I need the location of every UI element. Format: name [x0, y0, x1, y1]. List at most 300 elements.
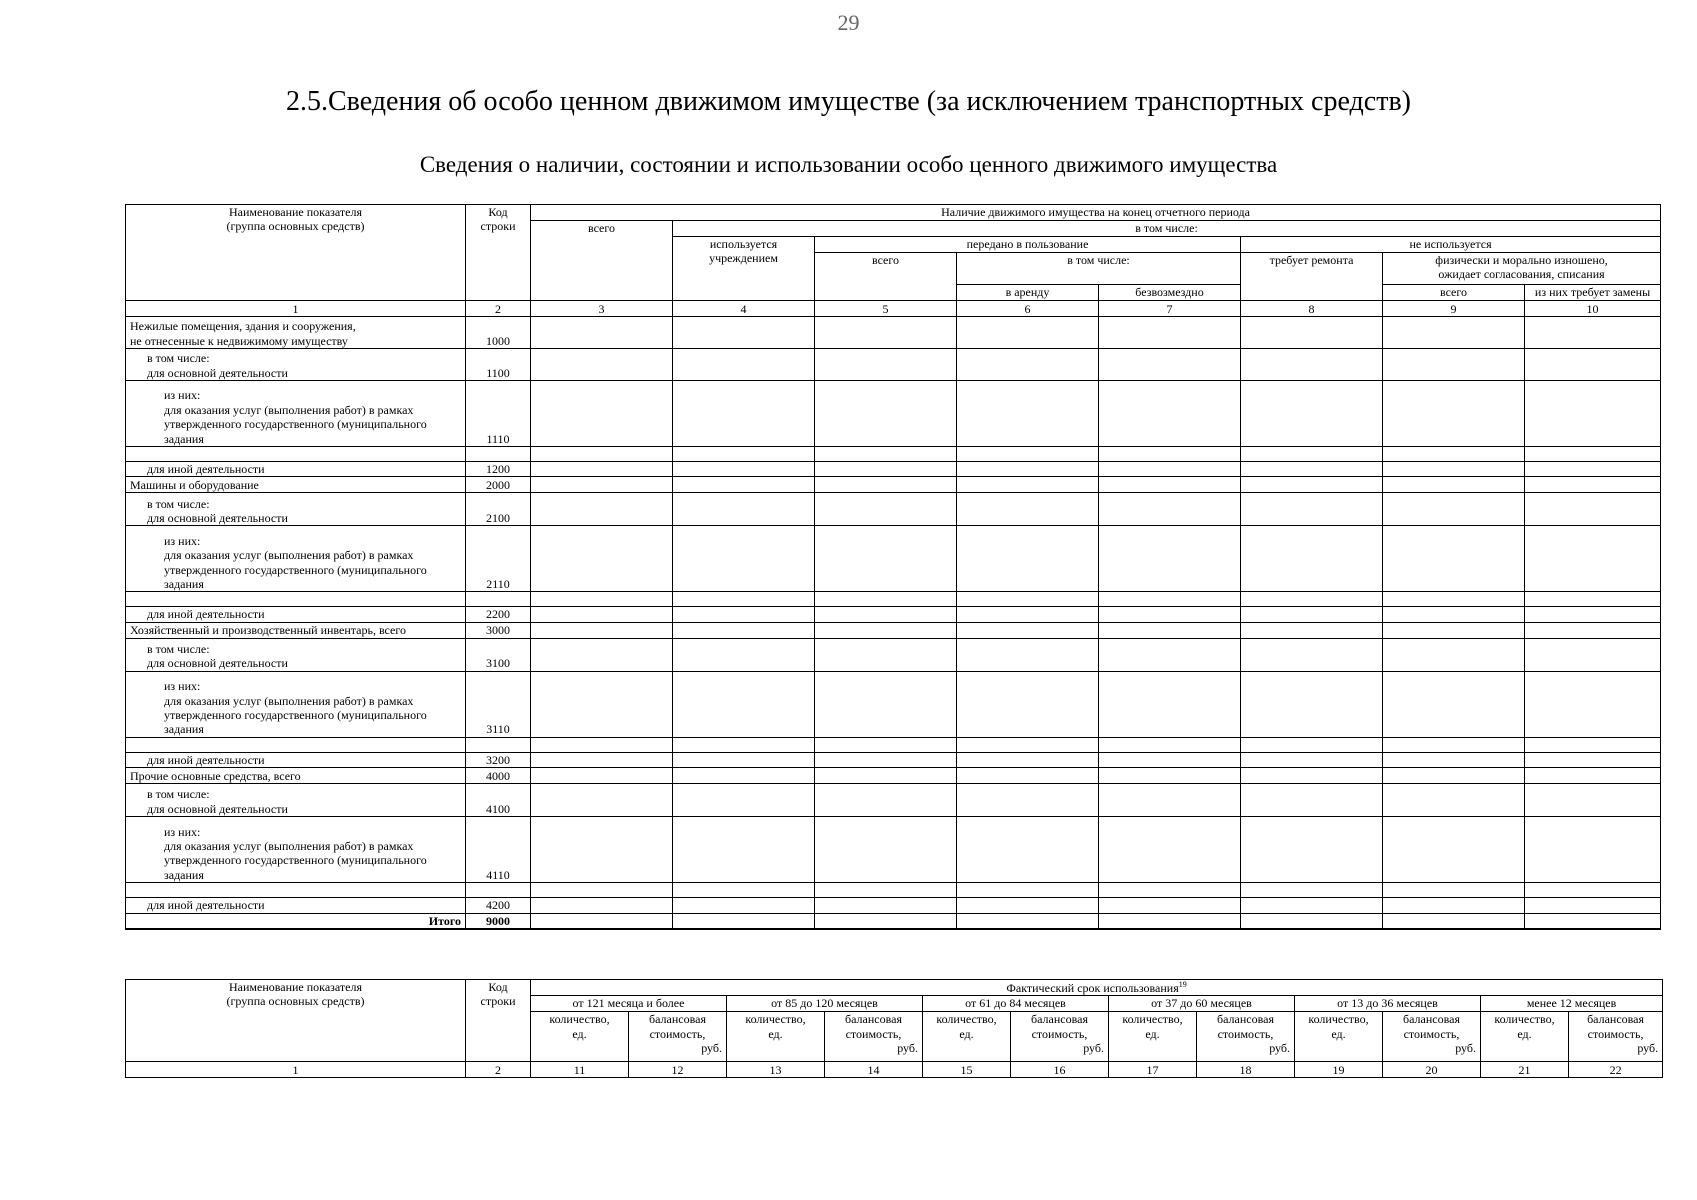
header-code: Код строки: [466, 205, 531, 301]
value-cell: [673, 913, 815, 929]
table-row: [126, 447, 1661, 462]
value-cell: [1241, 817, 1383, 883]
value-cell: [1383, 462, 1525, 477]
value-cell: [1099, 883, 1241, 898]
header-worn-out: физически и морально изношено, ожидает согласования, списания: [1383, 253, 1661, 285]
period-header: от 61 до 84 месяцев: [923, 996, 1109, 1012]
column-number: 11: [531, 1062, 629, 1078]
property-availability-table: [125, 204, 1661, 930]
row-code: 2000: [466, 477, 531, 493]
table-row: [126, 526, 1661, 592]
value-cell: [1241, 317, 1383, 349]
value-cell: [531, 638, 673, 671]
page-title: 2.5.Сведения об особо ценном движимом имуществе (за исключением транспортных средств): [285, 86, 1411, 117]
balance-value-header: балансовая стоимость, руб.: [629, 1012, 727, 1062]
column-number: 12: [629, 1062, 727, 1078]
table-row: [126, 592, 1661, 607]
header-total: всего: [531, 221, 673, 301]
row-code: [466, 592, 531, 607]
row-code: 4110: [466, 817, 531, 883]
row-label: Итого: [126, 913, 466, 929]
value-cell: [1099, 737, 1241, 752]
value-cell: [673, 526, 815, 592]
row-code: [466, 447, 531, 462]
value-cell: [1525, 447, 1661, 462]
row-code: 3110: [466, 671, 531, 737]
value-cell: [1099, 526, 1241, 592]
quantity-header: количество, ед.: [531, 1012, 629, 1062]
column-number: 9: [1383, 301, 1525, 317]
value-cell: [673, 737, 815, 752]
row-code: [466, 737, 531, 752]
value-cell: [815, 447, 957, 462]
value-cell: [1525, 784, 1661, 817]
column-number: 10: [1525, 301, 1661, 317]
row-label: [126, 883, 466, 898]
value-cell: [1241, 752, 1383, 767]
quantity-header: количество, ед.: [1481, 1012, 1569, 1062]
value-cell: [1525, 349, 1661, 381]
period-header: от 37 до 60 месяцев: [1109, 996, 1295, 1012]
row-label: в том числе: для основной деятельности: [126, 349, 466, 381]
row-code: 2100: [466, 493, 531, 526]
row-label: [126, 592, 466, 607]
column-number: 16: [1011, 1062, 1109, 1078]
value-cell: [1241, 493, 1383, 526]
value-cell: [1525, 817, 1661, 883]
value-cell: [673, 784, 815, 817]
row-label: Хозяйственный и производственный инвентарь, всего: [126, 622, 466, 638]
value-cell: [815, 898, 957, 913]
row-label: в том числе: для основной деятельности: [126, 493, 466, 526]
value-cell: [1241, 607, 1383, 622]
value-cell: [957, 737, 1099, 752]
balance-value-header: балансовая стоимость, руб.: [825, 1012, 923, 1062]
value-cell: [1241, 638, 1383, 671]
table-row: [126, 913, 1661, 929]
column-number: 17: [1109, 1062, 1197, 1078]
value-cell: [531, 883, 673, 898]
value-cell: [957, 349, 1099, 381]
value-cell: [957, 898, 1099, 913]
value-cell: [957, 913, 1099, 929]
value-cell: [1099, 768, 1241, 784]
period-header: от 13 до 36 месяцев: [1295, 996, 1481, 1012]
table-body: [126, 317, 1661, 930]
value-cell: [1099, 381, 1241, 447]
value-cell: [673, 447, 815, 462]
value-cell: [673, 898, 815, 913]
value-cell: [531, 349, 673, 381]
value-cell: [531, 477, 673, 493]
value-cell: [673, 349, 815, 381]
value-cell: [957, 752, 1099, 767]
value-cell: [1525, 638, 1661, 671]
value-cell: [1241, 477, 1383, 493]
value-cell: [815, 913, 957, 929]
value-cell: [815, 622, 957, 638]
row-code: 1000: [466, 317, 531, 349]
value-cell: [531, 447, 673, 462]
value-cell: [1383, 752, 1525, 767]
row-label: Нежилые помещения, здания и сооружения, не отнесенные к недвижимому имуществу: [126, 317, 466, 349]
header-not-used: не используется: [1241, 237, 1661, 253]
header-including: в том числе:: [673, 221, 1661, 237]
table-row: [126, 349, 1661, 381]
value-cell: [1241, 671, 1383, 737]
value-cell: [531, 671, 673, 737]
header-name: Наименование показателя (группа основных средств): [126, 205, 466, 301]
value-cell: [673, 607, 815, 622]
period-header: менее 12 месяцев: [1481, 996, 1663, 1012]
value-cell: [1241, 898, 1383, 913]
column-number: 19: [1295, 1062, 1383, 1078]
value-cell: [957, 526, 1099, 592]
value-cell: [1383, 592, 1525, 607]
column-number: 20: [1383, 1062, 1481, 1078]
value-cell: [815, 768, 957, 784]
row-label: из них: для оказания услуг (выполнения работ) в рамках утвержденного государственного (муниципального задания: [126, 526, 466, 592]
value-cell: [1383, 349, 1525, 381]
value-cell: [957, 638, 1099, 671]
value-cell: [1241, 462, 1383, 477]
value-cell: [1099, 317, 1241, 349]
value-cell: [1099, 913, 1241, 929]
value-cell: [1099, 349, 1241, 381]
column-number: 6: [957, 301, 1099, 317]
row-code: 4200: [466, 898, 531, 913]
column-number: 8: [1241, 301, 1383, 317]
row-label: Машины и оборудование: [126, 477, 466, 493]
column-number: 1: [126, 301, 466, 317]
value-cell: [531, 622, 673, 638]
value-cell: [1383, 768, 1525, 784]
row-label: [126, 737, 466, 752]
value-cell: [1383, 913, 1525, 929]
column-number: 13: [727, 1062, 825, 1078]
value-cell: [1525, 883, 1661, 898]
value-cell: [1099, 607, 1241, 622]
table-row: [126, 784, 1661, 817]
row-label: из них: для оказания услуг (выполнения работ) в рамках утвержденного государственного (муниципального задания: [126, 817, 466, 883]
value-cell: [1525, 768, 1661, 784]
header-needs-repair: требует ремонта: [1241, 253, 1383, 301]
value-cell: [1525, 737, 1661, 752]
value-cell: [531, 607, 673, 622]
value-cell: [1099, 493, 1241, 526]
value-cell: [1241, 622, 1383, 638]
row-code: 1200: [466, 462, 531, 477]
table-row: [126, 671, 1661, 737]
table-row: [126, 381, 1661, 447]
value-cell: [1241, 447, 1383, 462]
row-code: 3000: [466, 622, 531, 638]
value-cell: [815, 317, 957, 349]
value-cell: [1383, 607, 1525, 622]
table-row: [126, 638, 1661, 671]
value-cell: [1099, 784, 1241, 817]
value-cell: [531, 752, 673, 767]
table-row: [126, 883, 1661, 898]
value-cell: [1099, 638, 1241, 671]
value-cell: [1525, 752, 1661, 767]
value-cell: [957, 784, 1099, 817]
value-cell: [531, 317, 673, 349]
value-cell: [531, 768, 673, 784]
header-worn-total: всего: [1383, 285, 1525, 301]
value-cell: [1383, 898, 1525, 913]
value-cell: [1383, 622, 1525, 638]
row-label: [126, 447, 466, 462]
value-cell: [1241, 592, 1383, 607]
value-cell: [1383, 317, 1525, 349]
row-code: 2110: [466, 526, 531, 592]
column-number: 15: [923, 1062, 1011, 1078]
table-row: [126, 493, 1661, 526]
value-cell: [673, 493, 815, 526]
row-code: 9000: [466, 913, 531, 929]
row-label: для иной деятельности: [126, 752, 466, 767]
value-cell: [531, 462, 673, 477]
value-cell: [1241, 526, 1383, 592]
header-transferred: передано в пользование: [815, 237, 1241, 253]
value-cell: [531, 592, 673, 607]
value-cell: [815, 477, 957, 493]
value-cell: [673, 768, 815, 784]
table-row: [126, 607, 1661, 622]
value-cell: [815, 883, 957, 898]
column-number: 21: [1481, 1062, 1569, 1078]
page-number: 29: [837, 10, 860, 35]
value-cell: [531, 817, 673, 883]
value-cell: [1099, 898, 1241, 913]
value-cell: [957, 477, 1099, 493]
row-code: 3100: [466, 638, 531, 671]
value-cell: [673, 317, 815, 349]
column-number: 14: [825, 1062, 923, 1078]
value-cell: [815, 526, 957, 592]
row-label: для иной деятельности: [126, 607, 466, 622]
header-transferred-including: в том числе:: [957, 253, 1241, 285]
row-label: из них: для оказания услуг (выполнения работ) в рамках утвержденного государственного (муниципального задания: [126, 381, 466, 447]
value-cell: [957, 768, 1099, 784]
balance-value-header: балансовая стоимость, руб.: [1197, 1012, 1295, 1062]
value-cell: [673, 752, 815, 767]
value-cell: [673, 462, 815, 477]
value-cell: [1525, 381, 1661, 447]
value-cell: [673, 883, 815, 898]
value-cell: [1525, 526, 1661, 592]
value-cell: [1383, 883, 1525, 898]
row-code: 3200: [466, 752, 531, 767]
value-cell: [1525, 913, 1661, 929]
t2-header-code: Код строки: [466, 980, 531, 1062]
value-cell: [1241, 768, 1383, 784]
period-header: от 85 до 120 месяцев: [727, 996, 923, 1012]
table-row: [126, 898, 1661, 913]
row-label: Прочие основные средства, всего: [126, 768, 466, 784]
value-cell: [1383, 737, 1525, 752]
quantity-header: количество, ед.: [1295, 1012, 1383, 1062]
header-availability: Наличие движимого имущества на конец отчетного периода: [531, 205, 1661, 221]
value-cell: [815, 671, 957, 737]
value-cell: [957, 622, 1099, 638]
value-cell: [673, 477, 815, 493]
value-cell: [1525, 493, 1661, 526]
value-cell: [1525, 317, 1661, 349]
quantity-header: количество, ед.: [727, 1012, 825, 1062]
value-cell: [531, 737, 673, 752]
page-subtitle: Сведения о наличии, состоянии и использовании особо ценного движимого имущества: [419, 152, 1278, 177]
row-code: 4100: [466, 784, 531, 817]
value-cell: [1241, 381, 1383, 447]
row-label: из них: для оказания услуг (выполнения работ) в рамках утвержденного государственного (муниципального задания: [126, 671, 466, 737]
quantity-header: количество, ед.: [923, 1012, 1011, 1062]
value-cell: [1383, 638, 1525, 671]
value-cell: [673, 671, 815, 737]
column-number: 2: [466, 301, 531, 317]
table-row: [126, 622, 1661, 638]
column-number: 1: [126, 1062, 466, 1078]
value-cell: [1241, 883, 1383, 898]
value-cell: [815, 381, 957, 447]
column-number: 5: [815, 301, 957, 317]
value-cell: [1383, 817, 1525, 883]
row-label: для иной деятельности: [126, 462, 466, 477]
row-code: 2200: [466, 607, 531, 622]
value-cell: [815, 638, 957, 671]
column-number-row: [126, 301, 1661, 317]
table-row: [126, 768, 1661, 784]
column-number: 22: [1569, 1062, 1663, 1078]
value-cell: [1099, 592, 1241, 607]
value-cell: [1383, 671, 1525, 737]
value-cell: [1383, 381, 1525, 447]
table-row: [126, 317, 1661, 349]
value-cell: [957, 607, 1099, 622]
header-rent: в аренду: [957, 285, 1099, 301]
value-cell: [1241, 913, 1383, 929]
column-number: 18: [1197, 1062, 1295, 1078]
balance-value-header: балансовая стоимость, руб.: [1383, 1012, 1481, 1062]
table-row: [126, 462, 1661, 477]
value-cell: [815, 784, 957, 817]
header-worn-replace: из них требует замены: [1525, 285, 1661, 301]
row-label: для иной деятельности: [126, 898, 466, 913]
value-cell: [1383, 493, 1525, 526]
value-cell: [815, 737, 957, 752]
value-cell: [1099, 671, 1241, 737]
period-header: от 121 месяца и более: [531, 996, 727, 1012]
value-cell: [957, 493, 1099, 526]
column-number: 7: [1099, 301, 1241, 317]
value-cell: [531, 381, 673, 447]
value-cell: [957, 592, 1099, 607]
balance-value-header: балансовая стоимость, руб.: [1569, 1012, 1663, 1062]
value-cell: [1525, 607, 1661, 622]
value-cell: [815, 462, 957, 477]
row-code: 4000: [466, 768, 531, 784]
value-cell: [957, 381, 1099, 447]
value-cell: [673, 638, 815, 671]
value-cell: [815, 493, 957, 526]
value-cell: [1525, 622, 1661, 638]
header-transferred-total: всего: [815, 253, 957, 301]
value-cell: [1383, 447, 1525, 462]
quantity-header: количество, ед.: [1109, 1012, 1197, 1062]
value-cell: [1241, 349, 1383, 381]
column-number: 4: [673, 301, 815, 317]
column-number: 3: [531, 301, 673, 317]
value-cell: [1383, 477, 1525, 493]
value-cell: [815, 349, 957, 381]
table-row: [126, 817, 1661, 883]
column-number: 2: [466, 1062, 531, 1078]
value-cell: [815, 607, 957, 622]
row-code: [466, 883, 531, 898]
value-cell: [957, 447, 1099, 462]
value-cell: [957, 883, 1099, 898]
value-cell: [673, 592, 815, 607]
value-cell: [1099, 622, 1241, 638]
value-cell: [1383, 526, 1525, 592]
row-label: в том числе: для основной деятельности: [126, 784, 466, 817]
t2-column-number-row: [126, 1062, 1663, 1078]
value-cell: [1241, 737, 1383, 752]
value-cell: [673, 622, 815, 638]
value-cell: [1241, 784, 1383, 817]
header-free: безвозмездно: [1099, 285, 1241, 301]
row-label: в том числе: для основной деятельности: [126, 638, 466, 671]
value-cell: [1525, 671, 1661, 737]
t2-header-name: Наименование показателя (группа основных средств): [126, 980, 466, 1062]
table-row: [126, 477, 1661, 493]
balance-value-header: балансовая стоимость, руб.: [1011, 1012, 1109, 1062]
value-cell: [673, 817, 815, 883]
value-cell: [531, 493, 673, 526]
value-cell: [815, 752, 957, 767]
row-code: 1110: [466, 381, 531, 447]
value-cell: [1099, 447, 1241, 462]
value-cell: [673, 381, 815, 447]
value-cell: [531, 784, 673, 817]
value-cell: [1525, 592, 1661, 607]
table-row: [126, 737, 1661, 752]
value-cell: [1099, 462, 1241, 477]
value-cell: [957, 462, 1099, 477]
value-cell: [1099, 817, 1241, 883]
value-cell: [1383, 784, 1525, 817]
value-cell: [1099, 477, 1241, 493]
header-used: используется учреждением: [673, 237, 815, 301]
value-cell: [531, 898, 673, 913]
value-cell: [815, 592, 957, 607]
actual-term-table: [125, 979, 1663, 1078]
value-cell: [1525, 462, 1661, 477]
value-cell: [1525, 477, 1661, 493]
row-code: 1100: [466, 349, 531, 381]
value-cell: [957, 317, 1099, 349]
value-cell: [957, 671, 1099, 737]
value-cell: [531, 526, 673, 592]
t2-header-actual-term: Фактический срок использования$^{19}$: [531, 980, 1663, 996]
table-row: [126, 752, 1661, 767]
value-cell: [531, 913, 673, 929]
value-cell: [1525, 898, 1661, 913]
value-cell: [815, 817, 957, 883]
value-cell: [957, 817, 1099, 883]
value-cell: [1099, 752, 1241, 767]
